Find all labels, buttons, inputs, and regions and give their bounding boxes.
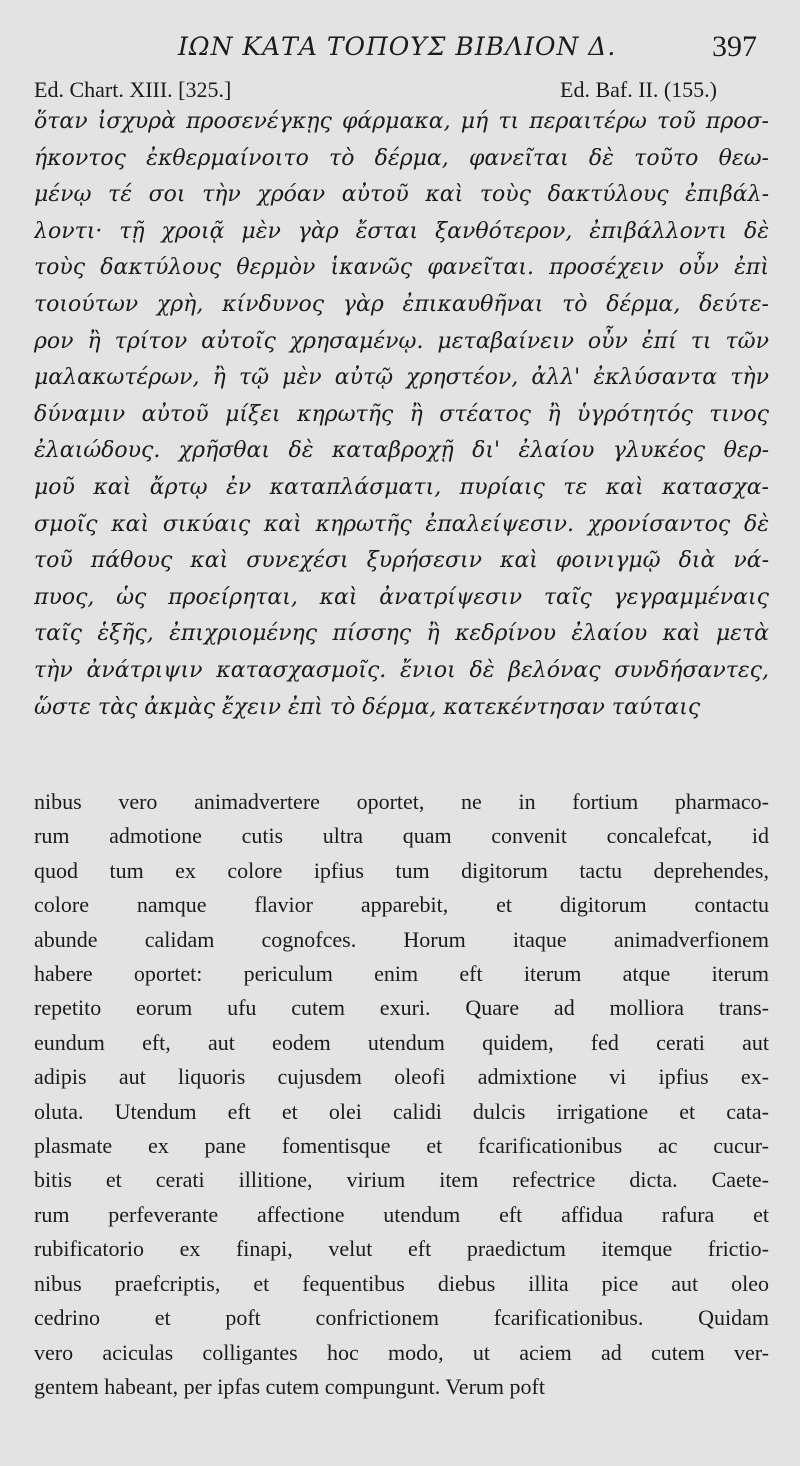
greek-text-line: τοιούτων χρὴ, κίνδυνος γὰρ ἐπικαυθῆναι τὸ δέρμα, δεύτε- (34, 291, 769, 317)
greek-text-line: ὅταν ἰσχυρὰ προσενέγκῃς φάρμακα, μή τι περαιτέρω τοῦ προσ- (34, 109, 769, 134)
latin-text-line: colore namque flavior apparebit, et digitorum contactu (34, 892, 769, 918)
latin-text-block (34, 785, 769, 1404)
latin-text-line: adipis aut liquoris cujusdem oleofi admixtione vi ipfius ex- (34, 1064, 769, 1090)
greek-text-line: δύναμιν αὐτοῦ μίξει κηρωτῆς ἢ στέατος ἢ ὑγρότητός τινος (34, 401, 769, 427)
latin-text-line: vero aciculas colligantes hoc modo, ut aciem ad cutem ver- (34, 1339, 769, 1365)
greek-text-line: τοὺς δακτύλους θερμὸν ἱκανῶς φανεῖται. προσέχειν οὖν ἐπὶ (34, 255, 769, 281)
latin-text-line: oluta. Utendum eft et olei calidi dulcis irrigatione et cata- (34, 1098, 769, 1124)
running-head: ΙΩΝ ΚΑΤΑ ΤΟΠΟΥΣ ΒΙΒΛΙΟΝ Δ. (178, 32, 617, 61)
greek-text-line: μαλακωτέρων, ἢ τῷ μὲν αὐτῷ χρηστέον, ἀλλ' ἐκλύσαντα τὴν (34, 365, 769, 391)
greek-text-line: ἐλαιώδους. χρῆσθαι δὲ καταβροχῇ δι' ἐλαίου γλυκέος θερ- (34, 438, 769, 464)
page-number: 397 (712, 30, 757, 63)
greek-text-line: πυος, ὡς προείρηται, καὶ ἀνατρίψεσιν ταῖς γεγραμμέναις (34, 584, 769, 610)
latin-text-line: nibus praefcriptis, et fequentibus diebus illita pice aut oleo (34, 1270, 769, 1296)
greek-text-line: λοντι· τῇ χροιᾷ μὲν γὰρ ἔσται ξανθότερον, ἐπιβάλλοντι δὲ (34, 218, 769, 244)
latin-text-line: gentem habeant, per ipfas cutem compungunt. Verum poft (34, 1373, 545, 1399)
latin-text-line: bitis et cerati illitione, virium item refectrice dicta. Caete- (34, 1167, 769, 1193)
greek-text-line: μοῦ καὶ ἄρτῳ ἐν καταπλάσματι, πυρίαις τε καὶ κατασχα- (34, 474, 769, 500)
latin-text-line: rubificatorio ex finapi, velut eft praedictum itemque frictio- (34, 1236, 769, 1262)
greek-text-line: ρον ἢ τρίτον αὐτοῖς χρησαμένῳ. μεταβαίνειν οὖν ἐπί τι τῶν (34, 328, 769, 354)
greek-text-line: μένῳ τέ σοι τὴν χρόαν αὐτοῦ καὶ τοὺς δακτύλους ἐπιβάλ- (34, 182, 769, 208)
latin-text-line: plasmate ex pane fomentisque et fcarificationibus ac cucur- (34, 1133, 769, 1159)
latin-text-line: abunde calidam cognofces. Horum itaque animadverfionem (34, 926, 769, 952)
greek-text-line: ταῖς ἑξῆς, ἐπιχριομένης πίσσης ἢ κεδρίνου ἐλαίου καὶ μετὰ (34, 621, 769, 647)
edition-reference-left: Ed. Chart. XIII. [325.] (34, 77, 232, 102)
greek-text-block (34, 104, 769, 726)
greek-text-line: ήκοντος ἐκθερμαίνοιτο τὸ δέρμα, φανεῖται δὲ τοῦτο θεω- (34, 145, 769, 171)
greek-text-line: τὴν ἀνάτριψιν κατασχασμοῖς. ἔνιοι δὲ βελόνας συνδήσαντες, (34, 657, 769, 683)
latin-text-line: cedrino et poft confrictionem fcarificationibus. Quidam (34, 1305, 769, 1331)
greek-text-line: τοῦ πάθους καὶ συνεχέσι ξυρήσεσιν καὶ φοινιγμῷ διὰ νά- (34, 548, 769, 574)
edition-reference-right: Ed. Baf. II. (155.) (560, 77, 718, 102)
latin-text-line: rum perfeverante affectione utendum eft affidua rafura et (34, 1201, 769, 1227)
greek-text-line: ὥστε τὰς ἀκμὰς ἔχειν ἐπὶ τὸ δέρμα, κατεκέντησαν ταύταις (34, 694, 701, 720)
greek-text-line: σμοῖς καὶ σικύαις καὶ κηρωτῆς ἐπαλείψεσιν. χρονίσαντος δὲ (34, 511, 769, 537)
latin-text-line: quod tum ex colore ipfius tum digitorum tactu deprehendes, (34, 857, 769, 883)
latin-text-line: nibus vero animadvertere oportet, ne in fortium pharmaco- (34, 789, 769, 814)
latin-text-line: habere oportet: periculum enim eft iterum atque iterum (34, 961, 769, 987)
latin-text-line: repetito eorum ufu cutem exuri. Quare ad molliora trans- (34, 995, 769, 1021)
latin-text-line: eundum eft, aut eodem utendum quidem, fed cerati aut (34, 1029, 769, 1055)
latin-text-line: rum admotione cutis ultra quam convenit concalefcat, id (34, 823, 769, 849)
